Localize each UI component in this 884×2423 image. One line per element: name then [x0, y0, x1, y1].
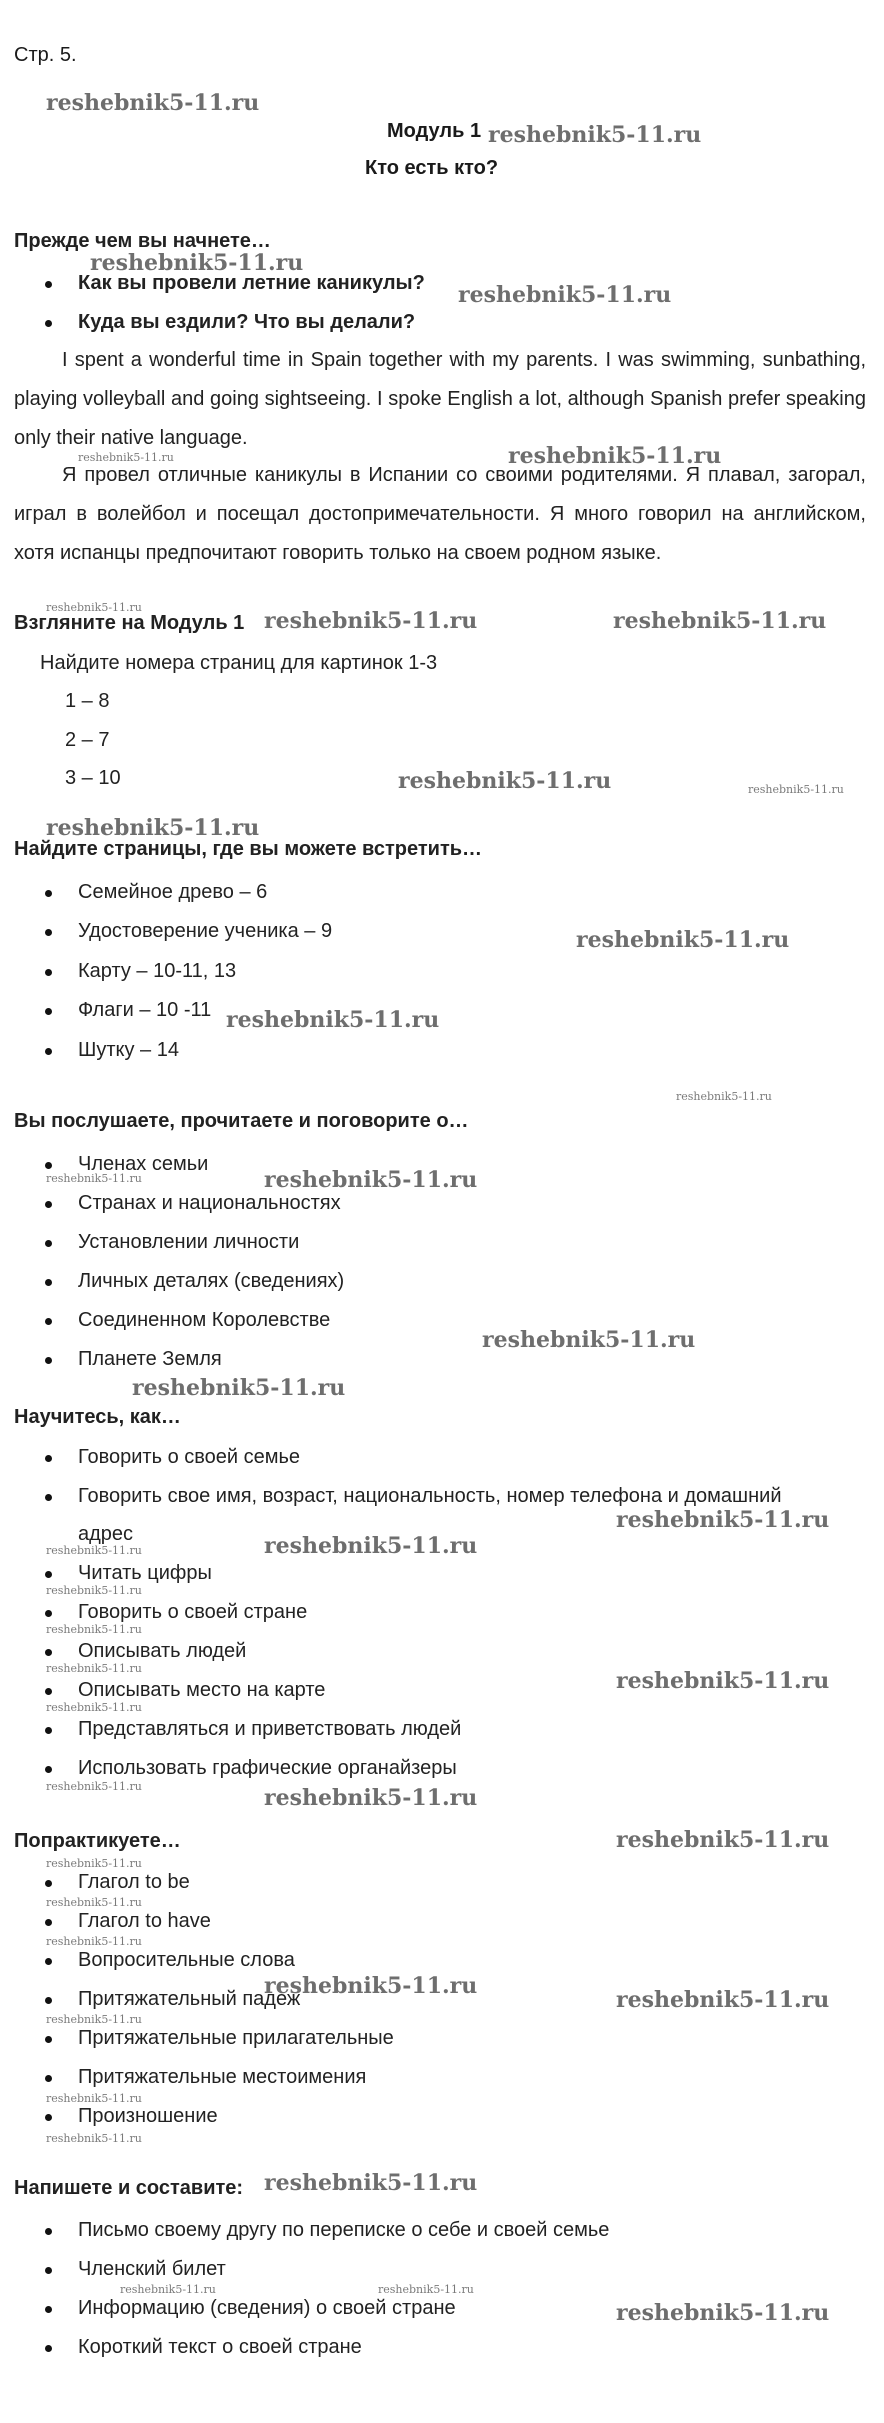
list-item: Флаги – 10 -11	[78, 997, 211, 1023]
list-item: Глагол to be	[78, 1869, 190, 1895]
watermark: reshebnik5-11.ru	[264, 1785, 478, 1811]
list-item: Представляться и приветствовать людей	[78, 1716, 461, 1742]
watermark: reshebnik5-11.ru	[46, 1896, 142, 1909]
list-item: Личных деталях (сведениях)	[78, 1268, 344, 1294]
write-heading: Напишете и составите:	[14, 2177, 244, 2199]
list-item: Короткий текст о своей стране	[78, 2334, 362, 2360]
watermark: reshebnik5-11.ru	[264, 1973, 478, 1999]
watermark: reshebnik5-11.ru	[398, 768, 612, 794]
find-pages-heading: Найдите страницы, где вы можете встретить…	[14, 838, 483, 860]
bullet-icon	[45, 890, 52, 897]
watermark: reshebnik5-11.ru	[264, 2170, 478, 2196]
watermark: reshebnik5-11.ru	[458, 282, 672, 308]
watermark: reshebnik5-11.ru	[46, 601, 142, 614]
list-item: Говорить свое имя, возраст, национальность, номер телефона и домашний	[78, 1483, 782, 1509]
watermark: reshebnik5-11.ru	[616, 1987, 830, 2013]
watermark: reshebnik5-11.ru	[576, 927, 790, 953]
bullet-icon	[45, 1997, 52, 2004]
watermark: reshebnik5-11.ru	[748, 783, 844, 796]
list-item: Шутку – 14	[78, 1037, 179, 1063]
bullet-icon	[45, 1318, 52, 1325]
bullet-icon	[45, 1610, 52, 1617]
bullet-icon	[45, 1919, 52, 1926]
list-item: Семейное древо – 6	[78, 879, 267, 905]
watermark: reshebnik5-11.ru	[613, 608, 827, 634]
watermark: reshebnik5-11.ru	[46, 2092, 142, 2105]
watermark: reshebnik5-11.ru	[616, 1668, 830, 1694]
watermark: reshebnik5-11.ru	[482, 1327, 696, 1353]
list-item: Вопросительные слова	[78, 1947, 295, 1973]
bullet-icon	[45, 1571, 52, 1578]
list-item: Читать цифры	[78, 1560, 212, 1586]
answer-item: 2 – 7	[65, 729, 110, 751]
watermark: reshebnik5-11.ru	[46, 815, 260, 841]
watermark: reshebnik5-11.ru	[488, 122, 702, 148]
answer-item: 3 – 10	[65, 767, 121, 789]
bullet-icon	[45, 929, 52, 936]
bullet-icon	[45, 1727, 52, 1734]
watermark: reshebnik5-11.ru	[46, 1662, 142, 1675]
list-item: Странах и национальностях	[78, 1190, 341, 1216]
list-item: Описывать людей	[78, 1638, 246, 1664]
look-at-module-heading: Взгляните на Модуль 1	[14, 612, 245, 634]
list-item: Глагол to have	[78, 1908, 211, 1934]
bullet-icon	[45, 2306, 52, 2313]
watermark: reshebnik5-11.ru	[508, 443, 722, 469]
question-item: Как вы провели летние каникулы?	[78, 270, 425, 296]
list-item: Произношение	[78, 2103, 218, 2129]
list-item: Использовать графические органайзеры	[78, 1755, 457, 1781]
list-item: Информацию (сведения) о своей стране	[78, 2295, 456, 2321]
module-subtitle: Кто есть кто?	[365, 157, 499, 179]
bullet-icon	[45, 1455, 52, 1462]
bullet-icon	[45, 1008, 52, 1015]
english-paragraph: I spent a wonderful time in Spain together with my parents. I was swimming, sunbathing, playing volleyball and going sightseeing. I spoke English a lot, although Spanish prefer speaking only their native language.	[14, 349, 866, 449]
watermark: reshebnik5-11.ru	[46, 1172, 142, 1185]
look-at-module-task: Найдите номера страниц для картинок 1-3	[40, 652, 438, 674]
watermark: reshebnik5-11.ru	[616, 1507, 830, 1533]
list-item: Членах семьи	[78, 1151, 208, 1177]
bullet-icon	[45, 1688, 52, 1695]
list-item: Установлении личности	[78, 1229, 299, 1255]
bullet-icon	[45, 1958, 52, 1965]
bullet-icon	[45, 1201, 52, 1208]
watermark: reshebnik5-11.ru	[46, 1935, 142, 1948]
watermark: reshebnik5-11.ru	[78, 451, 174, 464]
watermark: reshebnik5-11.ru	[46, 90, 260, 116]
bullet-icon	[45, 2345, 52, 2352]
russian-paragraph: Я провел отличные каникулы в Испании со своими родителями. Я плавал, загорал, играл в волейбол и посещал достопримечательности. Я много говорил на английском, хотя испанцы предпочитают говорить только на своем родном языке.	[14, 464, 866, 564]
list-item: Притяжательный падеж	[78, 1986, 300, 2012]
watermark: reshebnik5-11.ru	[90, 250, 304, 276]
watermark: reshebnik5-11.ru	[226, 1007, 440, 1033]
bullet-icon	[45, 2228, 52, 2235]
watermark: reshebnik5-11.ru	[264, 1533, 478, 1559]
bullet-icon	[45, 969, 52, 976]
watermark: reshebnik5-11.ru	[616, 1827, 830, 1853]
watermark: reshebnik5-11.ru	[46, 2132, 142, 2145]
bullet-icon	[45, 1240, 52, 1247]
list-item: Членский билет	[78, 2256, 226, 2282]
watermark: reshebnik5-11.ru	[46, 1544, 142, 1557]
list-item: Говорить о своей семье	[78, 1444, 300, 1470]
watermark: reshebnik5-11.ru	[676, 1090, 772, 1103]
bullet-icon	[45, 1494, 52, 1501]
bullet-icon	[45, 1048, 52, 1055]
bullet-icon	[45, 1162, 52, 1169]
list-item: Притяжательные прилагательные	[78, 2025, 394, 2051]
bullet-icon	[45, 1880, 52, 1887]
bullet-icon	[45, 1766, 52, 1773]
watermark: reshebnik5-11.ru	[616, 2300, 830, 2326]
list-item-continuation: адрес	[78, 1523, 134, 1545]
page-label: Стр. 5.	[14, 44, 77, 66]
watermark: reshebnik5-11.ru	[46, 1780, 142, 1793]
watermark: reshebnik5-11.ru	[264, 1167, 478, 1193]
watermark: reshebnik5-11.ru	[132, 1375, 346, 1401]
list-item: Соединенном Королевстве	[78, 1307, 330, 1333]
bullet-icon	[45, 2267, 52, 2274]
list-item: Карту – 10-11, 13	[78, 958, 236, 984]
listen-read-heading: Вы послушаете, прочитаете и поговорите о…	[14, 1110, 469, 1132]
learn-how-heading: Научитесь, как…	[14, 1406, 181, 1428]
bullet-icon	[45, 1279, 52, 1286]
list-item: Описывать место на карте	[78, 1677, 325, 1703]
bullet-icon	[45, 1649, 52, 1656]
watermark: reshebnik5-11.ru	[46, 1584, 142, 1597]
module-title: Модуль 1	[387, 120, 482, 142]
watermark: reshebnik5-11.ru	[46, 1701, 142, 1714]
practice-heading: Попрактикуете…	[14, 1830, 181, 1852]
list-item: Удостоверение ученика – 9	[78, 918, 332, 944]
list-item: Письмо своему другу по переписке о себе и своей семье	[78, 2217, 609, 2243]
watermark: reshebnik5-11.ru	[378, 2283, 474, 2296]
bullet-icon	[45, 2075, 52, 2082]
before-start-heading: Прежде чем вы начнете…	[14, 230, 271, 252]
question-item: Куда вы ездили? Что вы делали?	[78, 309, 415, 335]
bullet-icon	[45, 320, 52, 327]
watermark: reshebnik5-11.ru	[46, 1623, 142, 1636]
watermark: reshebnik5-11.ru	[46, 1857, 142, 1870]
watermark: reshebnik5-11.ru	[264, 608, 478, 634]
list-item: Говорить о своей стране	[78, 1599, 307, 1625]
bullet-icon	[45, 281, 52, 288]
answer-item: 1 – 8	[65, 690, 110, 712]
bullet-icon	[45, 1357, 52, 1364]
bullet-icon	[45, 2036, 52, 2043]
bullet-icon	[45, 2114, 52, 2121]
watermark: reshebnik5-11.ru	[46, 2013, 142, 2026]
list-item: Притяжательные местоимения	[78, 2064, 366, 2090]
list-item: Планете Земля	[78, 1346, 222, 1372]
watermark: reshebnik5-11.ru	[120, 2283, 216, 2296]
